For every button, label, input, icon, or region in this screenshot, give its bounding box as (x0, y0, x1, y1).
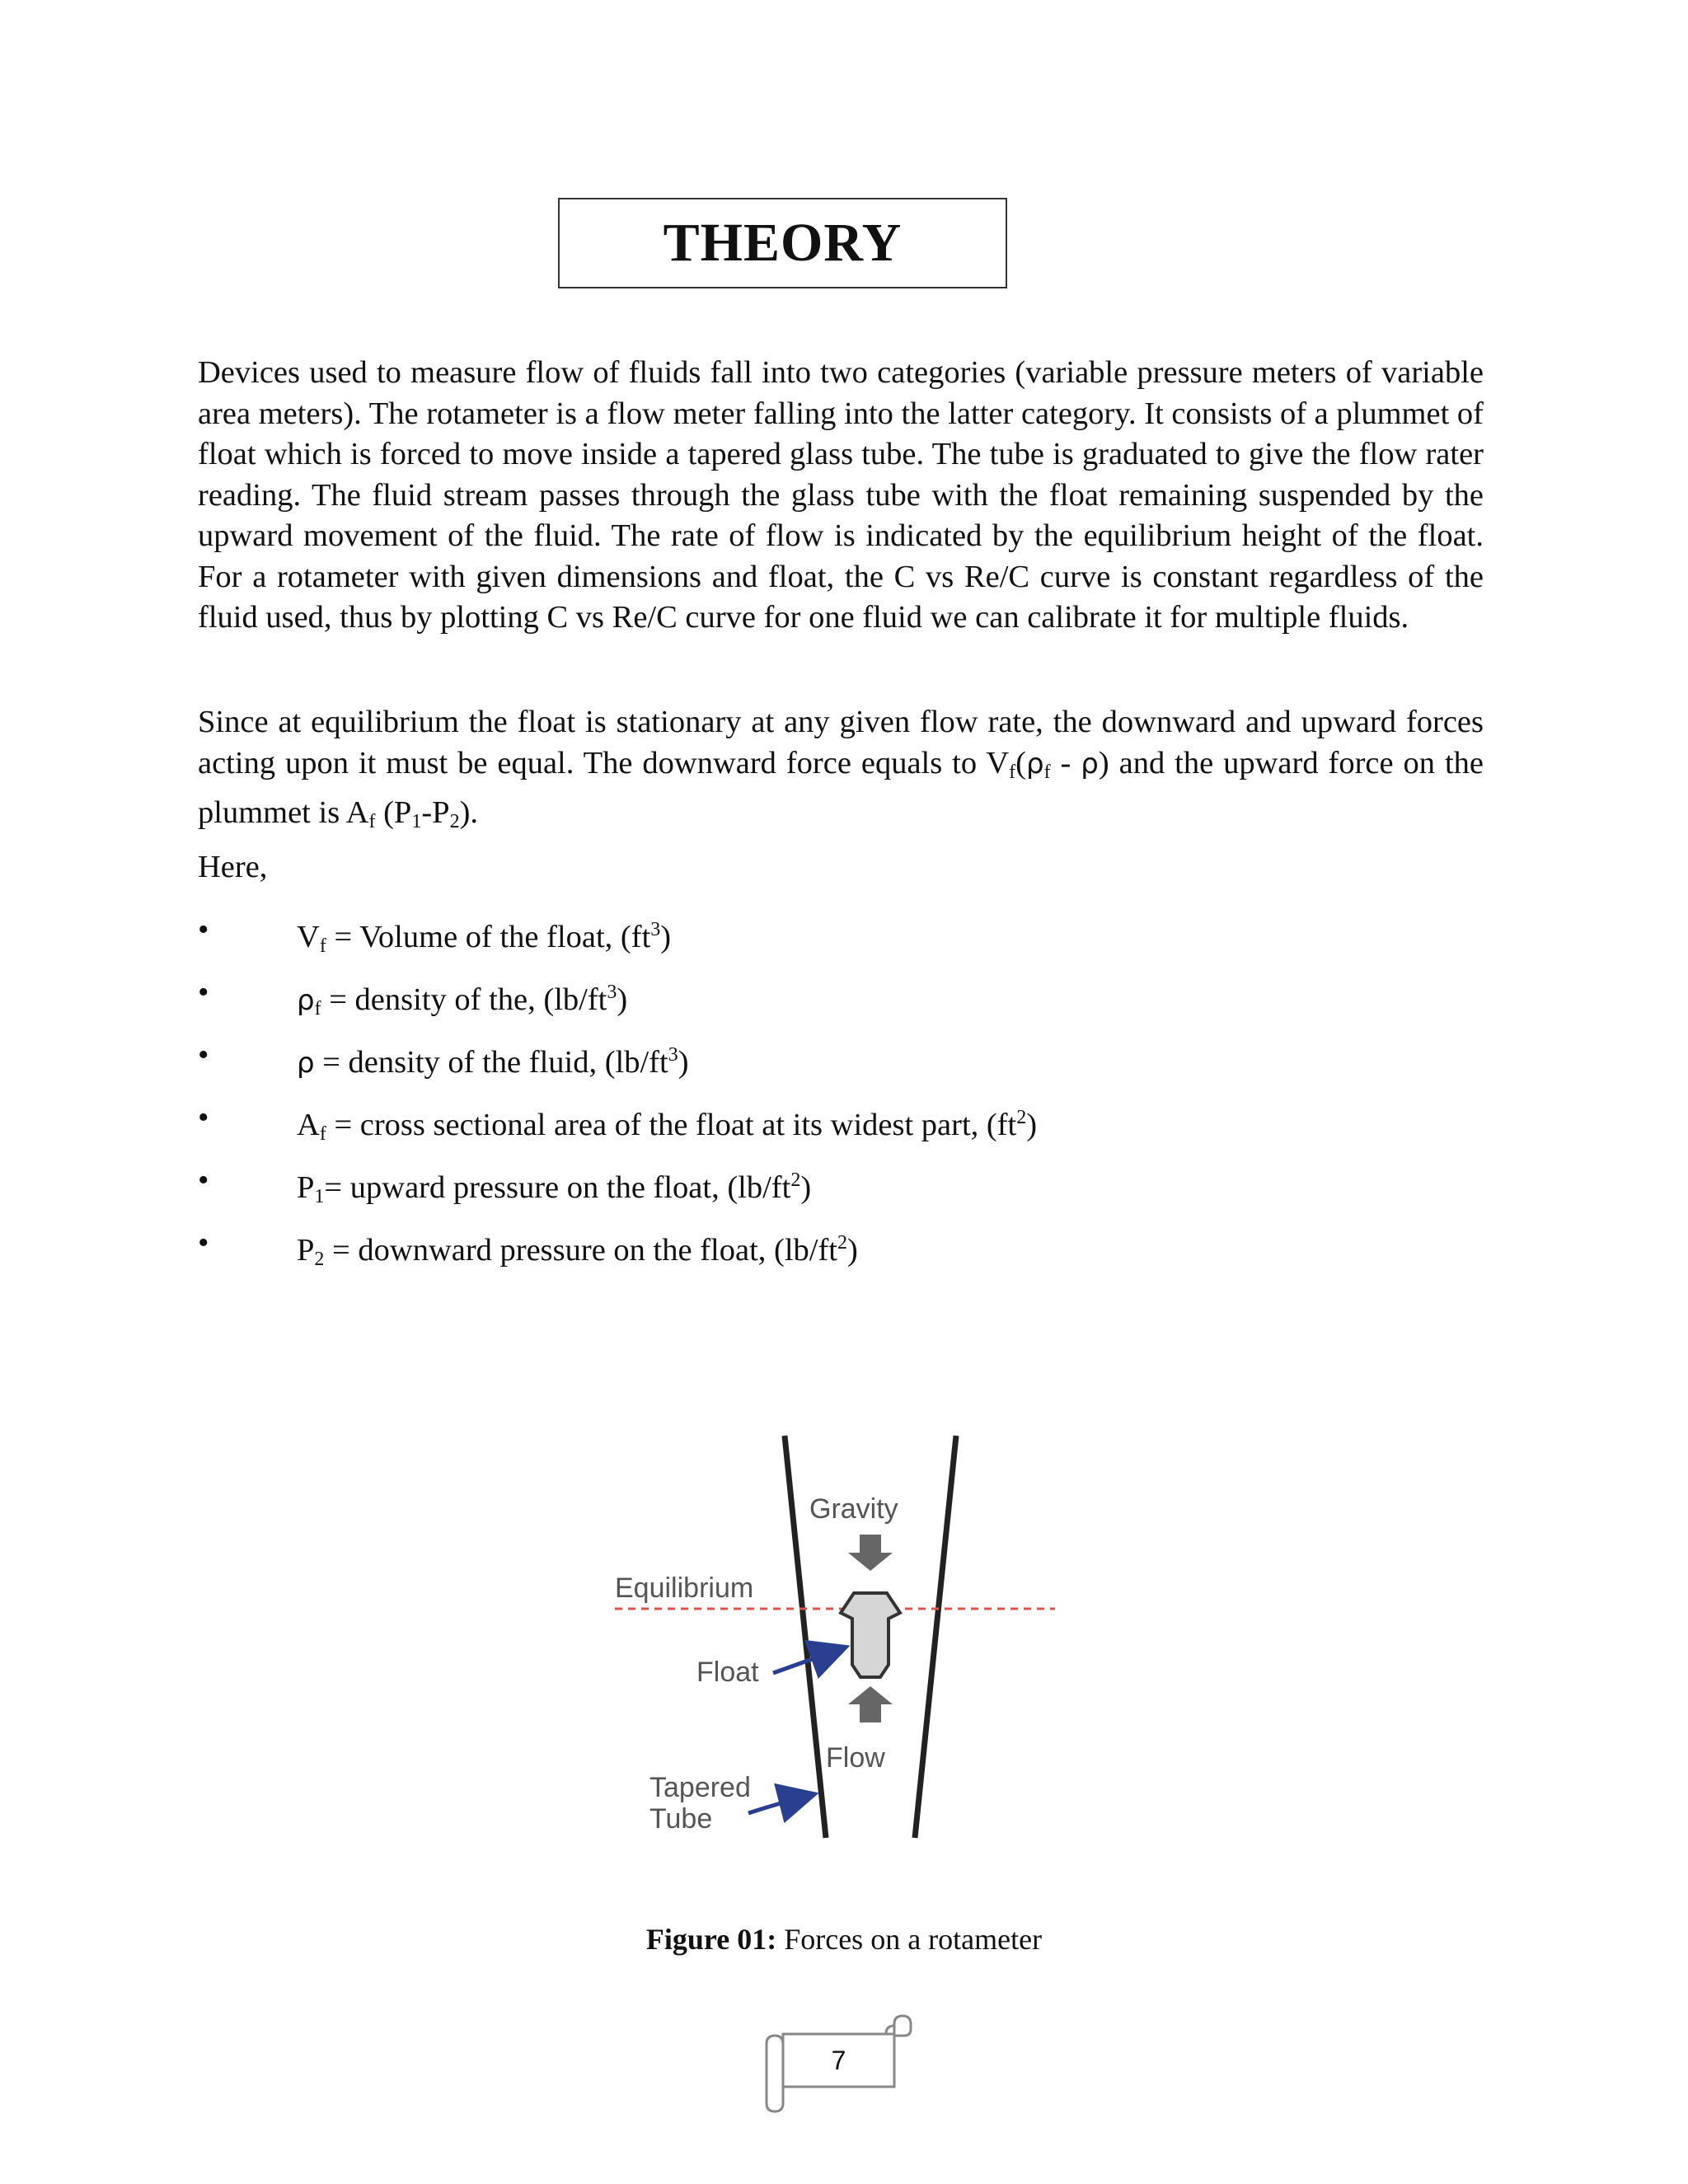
page-number-scroll (762, 2011, 915, 2114)
list-item: • $\rho_f$ = density of the, $(lb/ft^3)$ (198, 972, 1484, 1034)
paragraph-intro: Devices used to measure flow of fluids fall into two categories (variable pressure meters of variable area meters). The rotameter is a flow meter falling into the latter category. It consists of a plummet of float which is forced to move inside a tapered glass tube. The tube is graduated to give the flow rater reading. The fluid stream passes through the glass tube with the float remaining suspended by the upward movement of the fluid. The rate of flow is indicated by the equilibrium height of the float. For a rotameter with given dimensions and float, the C vs Re/C curve is constant regardless of the fluid used, thus by plotting C vs Re/C curve for one fluid we can calibrate it for multiple fluids. (198, 355, 1484, 635)
rotameter-diagram (610, 1426, 1055, 1854)
list-item: • $A_f$ = cross sectional area of the float at its widest part, $(ft^2)$ (198, 1097, 1484, 1160)
bullet-icon: • (198, 1100, 209, 1135)
flow-arrow (848, 1686, 893, 1722)
flow-label: Flow (826, 1742, 885, 1774)
bullet-icon: • (198, 1163, 209, 1197)
bullet-icon: • (198, 975, 209, 1010)
figure-caption: Figure 01: Forces on a rotameter (645, 1923, 1043, 1956)
tapered-label: Tapered (649, 1772, 751, 1803)
tube-pointer-arrow (748, 1795, 811, 1813)
gravity-label: Gravity (809, 1493, 898, 1525)
page-title: THEORY (663, 213, 903, 273)
definition-list (198, 909, 1484, 1285)
here-label: Here, (198, 850, 268, 884)
bullet-icon: • (198, 1226, 209, 1260)
gravity-arrow (848, 1535, 893, 1571)
float-shape (841, 1593, 900, 1677)
equilibrium-label: Equilibrium (615, 1572, 754, 1604)
bullet-icon: • (198, 912, 209, 947)
title-box (558, 198, 1007, 288)
paragraph-equilibrium: Since at equilibrium the float is stationary at any given flow rate, the downward and upward forces acting upon it must be equal. The downward force equals to $V_f(\rho_f - \rho)$ and the upward force on the plummet is $A_f$ $(P_1-P_2)$. (198, 705, 1484, 832)
tube-label: Tube (649, 1803, 713, 1835)
float-label: Float (696, 1657, 759, 1688)
list-item: • $P_1=$ upward pressure on the float, $(lb/ft^2)$ (198, 1160, 1484, 1222)
rotameter-figure (610, 1426, 1055, 1854)
list-item: • ρ = density of the fluid, $(lb/ft^3)$ (198, 1034, 1484, 1097)
tube-right-wall (915, 1436, 956, 1838)
list-item: • $P_2$ = downward pressure on the float, $(lb/ft^2)$ (198, 1222, 1484, 1285)
bullet-icon: • (198, 1038, 209, 1072)
page-number: 7 (831, 2046, 846, 2075)
list-item: • $V_f$ = Volume of the float, $(ft^3)$ (198, 909, 1484, 972)
